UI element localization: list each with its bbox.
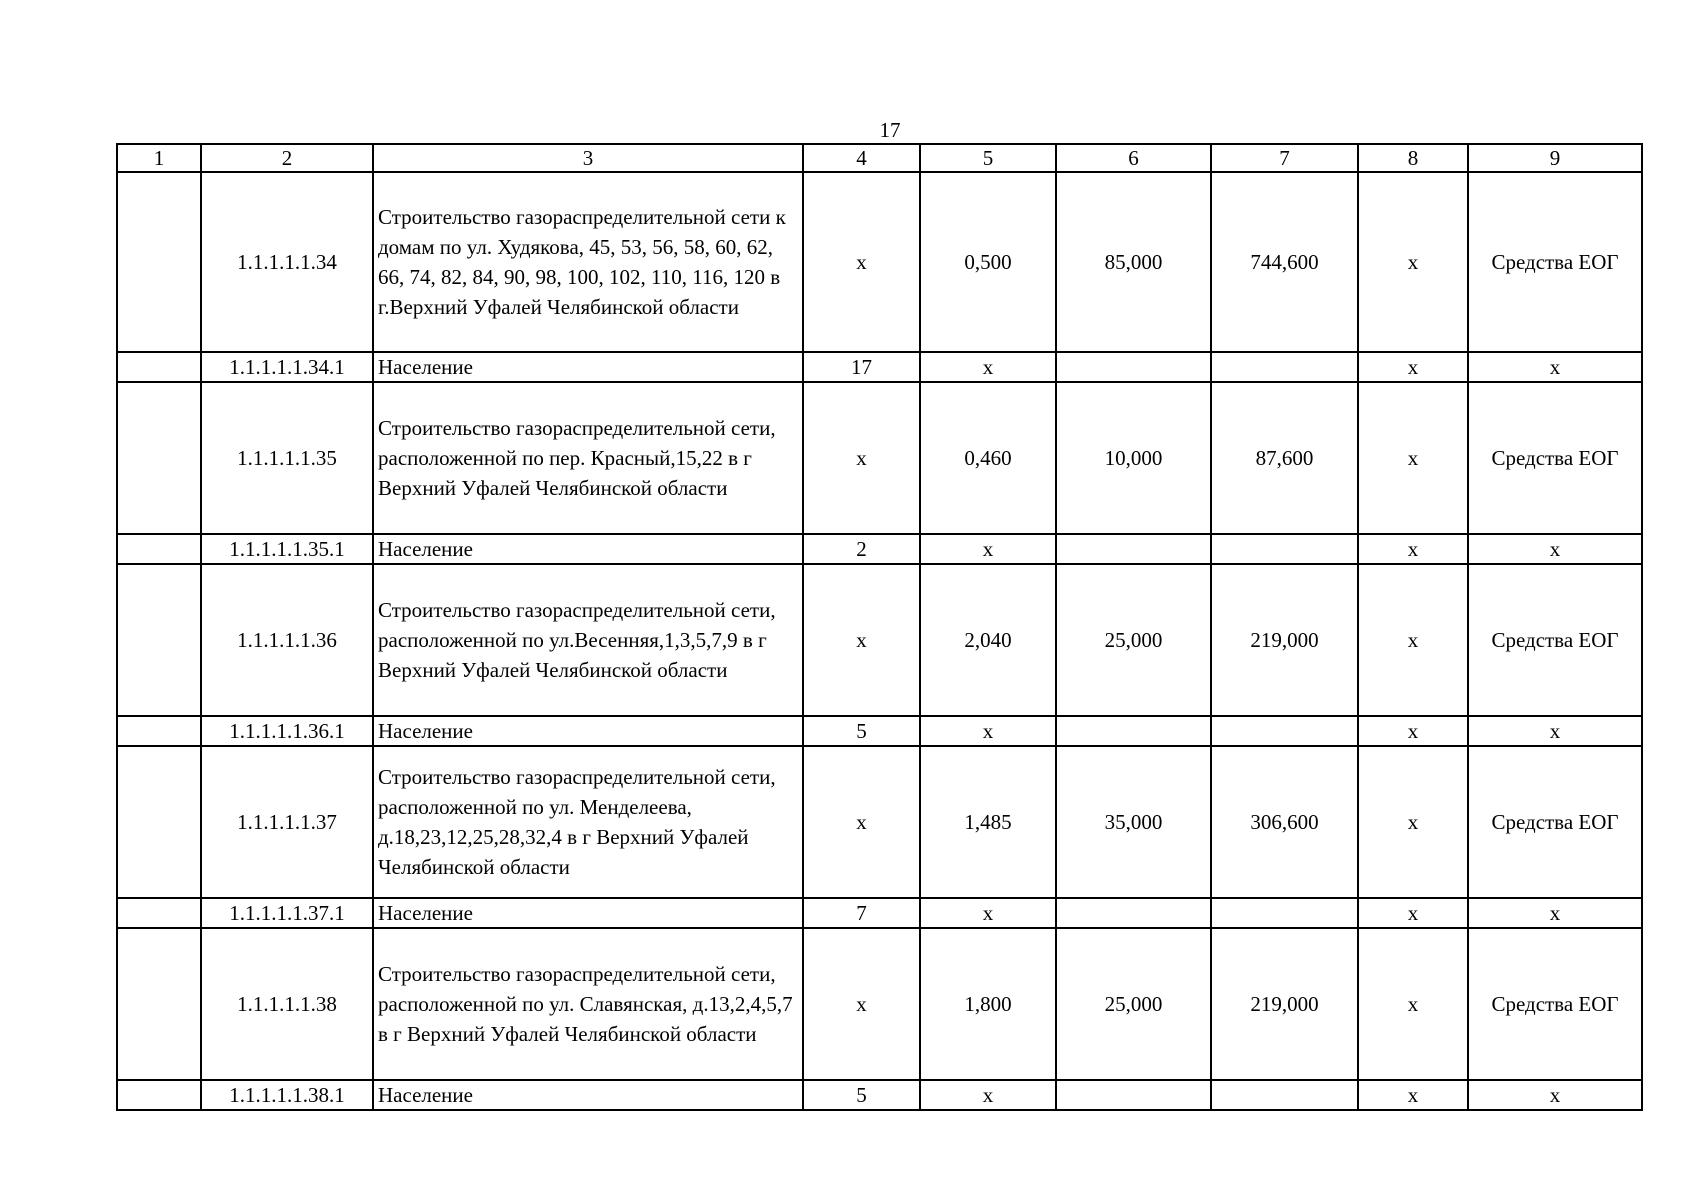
- column-header: 9: [1468, 144, 1642, 172]
- table-row: [117, 898, 1642, 928]
- table-cell: [1211, 534, 1358, 564]
- table-row: [117, 928, 1642, 1080]
- table-row: [117, 382, 1642, 534]
- table-cell: [117, 898, 201, 928]
- table-cell: х: [1358, 172, 1468, 352]
- funding-source: Средства ЕОГ: [1468, 928, 1642, 1080]
- table-cell: 87,600: [1211, 382, 1358, 534]
- table-cell: х: [920, 352, 1056, 382]
- item-code: 1.1.1.1.1.38.1: [201, 1080, 373, 1110]
- funding-source: Средства ЕОГ: [1468, 172, 1642, 352]
- funding-source: Средства ЕОГ: [1468, 746, 1642, 898]
- funding-source: х: [1468, 898, 1642, 928]
- item-description: Строительство газораспределительной сети, расположенной по пер. Красный,15,22 в г Верхний Уфалей Челябинской области: [373, 382, 803, 534]
- table-cell: х: [920, 898, 1056, 928]
- table-cell: [1056, 534, 1211, 564]
- table-cell: [117, 534, 201, 564]
- table-cell: [117, 564, 201, 716]
- table-cell: 85,000: [1056, 172, 1211, 352]
- table-cell: х: [803, 746, 920, 898]
- table-cell: х: [1358, 382, 1468, 534]
- column-header: 8: [1358, 144, 1468, 172]
- table-cell: х: [1358, 898, 1468, 928]
- item-description: Строительство газораспределительной сети, расположенной по ул.Весенняя,1,3,5,7,9 в г Верхний Уфалей Челябинской области: [373, 564, 803, 716]
- item-description: Население: [373, 534, 803, 564]
- table-row: [117, 172, 1642, 352]
- table-cell: [1056, 898, 1211, 928]
- table-cell: [1056, 1080, 1211, 1110]
- table-cell: [1211, 898, 1358, 928]
- table-cell: 744,600: [1211, 172, 1358, 352]
- item-code: 1.1.1.1.1.38: [201, 928, 373, 1080]
- table-cell: х: [920, 716, 1056, 746]
- funding-source: х: [1468, 534, 1642, 564]
- table-row: [117, 716, 1642, 746]
- item-code: 1.1.1.1.1.37.1: [201, 898, 373, 928]
- table-row: [117, 1080, 1642, 1110]
- column-header: 4: [803, 144, 920, 172]
- item-description: Население: [373, 1080, 803, 1110]
- table-cell: 35,000: [1056, 746, 1211, 898]
- column-header: 3: [373, 144, 803, 172]
- table-cell: [1056, 352, 1211, 382]
- table-cell: 5: [803, 716, 920, 746]
- table-cell: 17: [803, 352, 920, 382]
- table-cell: 7: [803, 898, 920, 928]
- table-cell: х: [1358, 716, 1468, 746]
- table-row: [117, 746, 1642, 898]
- table-cell: [1211, 1080, 1358, 1110]
- item-code: 1.1.1.1.1.37: [201, 746, 373, 898]
- table-row: [117, 352, 1642, 382]
- item-code: 1.1.1.1.1.36: [201, 564, 373, 716]
- table-cell: х: [803, 172, 920, 352]
- item-code: 1.1.1.1.1.34: [201, 172, 373, 352]
- table-cell: 1,485: [920, 746, 1056, 898]
- table-cell: [117, 352, 201, 382]
- table-cell: [117, 1080, 201, 1110]
- item-code: 1.1.1.1.1.36.1: [201, 716, 373, 746]
- column-number-header-row: [117, 144, 1642, 172]
- item-description: Население: [373, 352, 803, 382]
- table-cell: 219,000: [1211, 928, 1358, 1080]
- item-code: 1.1.1.1.1.35.1: [201, 534, 373, 564]
- funding-source: х: [1468, 352, 1642, 382]
- table-cell: х: [803, 382, 920, 534]
- table-cell: 25,000: [1056, 928, 1211, 1080]
- table-cell: х: [920, 1080, 1056, 1110]
- column-header: 2: [201, 144, 373, 172]
- table-cell: х: [1358, 928, 1468, 1080]
- table-cell: [1056, 716, 1211, 746]
- funding-source: х: [1468, 716, 1642, 746]
- item-code: 1.1.1.1.1.34.1: [201, 352, 373, 382]
- table-cell: [117, 382, 201, 534]
- table-cell: [117, 928, 201, 1080]
- item-description: Строительство газораспределительной сети, расположенной по ул. Славянская, д.13,2,4,5,7 в г Верхний Уфалей Челябинской области: [373, 928, 803, 1080]
- table-cell: [1211, 352, 1358, 382]
- table-cell: [117, 716, 201, 746]
- table-cell: 2,040: [920, 564, 1056, 716]
- table-cell: [1211, 716, 1358, 746]
- table-cell: 306,600: [1211, 746, 1358, 898]
- funding-source: Средства ЕОГ: [1468, 564, 1642, 716]
- table-cell: 1,800: [920, 928, 1056, 1080]
- item-description: Строительство газораспределительной сети к домам по ул. Худякова, 45, 53, 56, 58, 60, 62, 66, 74, 82, 84, 90, 98, 100, 102, 110, 116, 120 в г.Верхний Уфалей Челябинской области: [373, 172, 803, 352]
- programme-table: [116, 143, 1643, 1111]
- funding-source: Средства ЕОГ: [1468, 382, 1642, 534]
- table-cell: х: [1358, 1080, 1468, 1110]
- column-header: 1: [117, 144, 201, 172]
- table-cell: 0,460: [920, 382, 1056, 534]
- column-header: 7: [1211, 144, 1358, 172]
- table-cell: х: [803, 928, 920, 1080]
- item-description: Население: [373, 716, 803, 746]
- table-cell: 5: [803, 1080, 920, 1110]
- item-description: Население: [373, 898, 803, 928]
- table-cell: х: [920, 534, 1056, 564]
- table-cell: 0,500: [920, 172, 1056, 352]
- table-cell: х: [1358, 534, 1468, 564]
- table-cell: 10,000: [1056, 382, 1211, 534]
- page-number: 17: [879, 118, 901, 142]
- table-cell: 25,000: [1056, 564, 1211, 716]
- table-cell: 219,000: [1211, 564, 1358, 716]
- item-code: 1.1.1.1.1.35: [201, 382, 373, 534]
- funding-source: х: [1468, 1080, 1642, 1110]
- table-cell: х: [1358, 564, 1468, 716]
- column-header: 5: [920, 144, 1056, 172]
- table-cell: [117, 746, 201, 898]
- table-cell: 2: [803, 534, 920, 564]
- item-description: Строительство газораспределительной сети, расположенной по ул. Менделеева, д.18,23,12,25,28,32,4 в г Верхний Уфалей Челябинской области: [373, 746, 803, 898]
- table-row: [117, 534, 1642, 564]
- table-cell: х: [803, 564, 920, 716]
- table-cell: х: [1358, 746, 1468, 898]
- table-cell: х: [1358, 352, 1468, 382]
- table-cell: [117, 172, 201, 352]
- column-header: 6: [1056, 144, 1211, 172]
- table-row: [117, 564, 1642, 716]
